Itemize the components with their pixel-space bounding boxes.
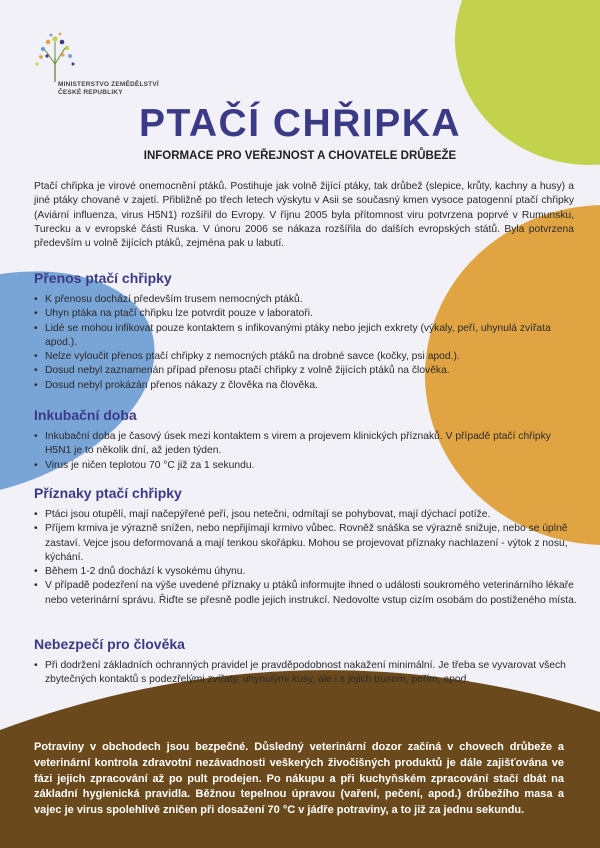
list-item: • Inkubační doba je časový úsek mezi kontaktem s virem a projevem klinických příznaků. V případě ptačí chřipky H5N1 je to několik dní, až jeden týden. — [34, 430, 579, 459]
list-item: • Uhyn ptáka na ptačí chřipku lze potvrdit pouze v laboratoři. — [34, 307, 579, 321]
list-item: • Dosud nebyl zaznamenán případ přenosu ptačí chřipky z volně žijících ptáků na člověka. — [34, 364, 579, 378]
section-list-human-risk — [34, 659, 579, 688]
list-item: • Dosud nebyl prokázán přenos nákazy z člověka na člověka. — [34, 379, 579, 393]
list-item: • Nelze vyloučit přenos ptačí chřipky z nemocných ptáků na drobné savce (kočky, psi apod.). — [34, 350, 579, 364]
section-list-transmission — [34, 293, 579, 393]
list-item: • Ptáci jsou otupělí, mají načepýřené peří, jsou netečni, odmítají se pohybovat, mají dýchací potíže. — [34, 508, 579, 522]
ministry-logo-icon — [33, 30, 93, 86]
list-item: • Při dodržení základních ochranných pravidel je pravděpodobnost nakažení minimální. Je třeba se vyvarovat všech zbytečných kontaktů s podezřelými zvířaty, uhynulými kusy, ale i s jejich trusem, peřím, apod. — [34, 659, 579, 688]
intro-paragraph: Ptačí chřipka je virové onemocnění ptáků. Postihuje jak volně žijící ptáky, tak drůbež (slepice, krůty, kachny a husy) a jiné ptáky chované v zajetí. Přibližně po třech letech výskytu v Asii se současný kmen vysoce patogenní ptačí chřipky (Aviární influenza, virus H5N1) rozšířil do Evropy. V říjnu 2005 byla přítomnost viru potvrzena poprvé v Rumunsku, Turecku a v evropské části Ruska. V únoru 2006 se nákaza rozšířila do dalších evropských států. Byla potvrzena především u volně žijících ptáků, zejména pak u labutí. — [34, 181, 574, 250]
section-heading-human-risk: Nebezpečí pro člověka — [34, 636, 185, 652]
ministry-name-line2: ČESKÉ REPUBLIKY — [58, 89, 123, 96]
page-title: PTAČÍ CHŘIPKA — [138, 102, 462, 145]
section-heading-transmission: Přenos ptačí chřipky — [34, 270, 172, 286]
section-heading-incubation: Inkubační doba — [34, 407, 137, 423]
list-item: • Příjem krmiva je výrazně snížen, nebo nepřijímají krmivo vůbec. Rovněž snáška se výrazně snižuje, nebo se úplně zastaví. Vejce jsou deformovaná a mají tenkou skořápku. Mohou se projevovat příznaky nachlazení - výtok z nosu, kýchání. — [34, 522, 579, 565]
list-item: • K přenosu dochází především trusem nemocných ptáků. — [34, 293, 579, 307]
footer-food-safety-note: Potraviny v obchodech jsou bezpečné. Důsledný veterinární dozor začíná v chovech drůbeže a veterinární kontrola zdravotní nezávadnosti veškerých živočišných produktů je dále zajišťována ve fázi jejich zpracování až po pult prodejen. Po nákupu a při kuchyňském zpracování stačí dbát na základní hygienická pravidla. Běžnou tepelnou úpravou (vaření, pečení, apod.) drůbežího masa a vajec je virus spolehlivě zničen při dosažení 70 °C v jádře potraviny, a to již za jednu sekundu. — [34, 741, 564, 817]
list-item: • Virus je ničen teplotou 70 °C již za 1 sekundu. — [34, 459, 579, 473]
ministry-name-line1: MINISTERSTVO ZEMĚDĚLSTVÍ — [58, 81, 159, 88]
section-list-symptoms — [34, 508, 579, 608]
list-item: • V případě podezření na výše uvedené příznaky u ptáků informujte ihned o události soukromého veterinárního lékaře nebo veterinární správu. Řiďte se přesně podle jejich instrukcí. Nedovolte vstup cizím osobám do postiženého místa. — [34, 579, 579, 608]
list-item: • Lidé se mohou infikovat pouze kontaktem s infikovanými ptáky nebo jejich exkrety (výkaly, peří, uhynulá zvířata apod.). — [34, 322, 579, 351]
page-subtitle: INFORMACE PRO VEŘEJNOST A CHOVATELE DRŮBEŽE — [143, 150, 457, 162]
section-heading-symptoms: Příznaky ptačí chřipky — [34, 485, 182, 501]
list-item: • Během 1-2 dnů dochází k vysokému úhynu. — [34, 565, 579, 579]
ministry-name — [58, 81, 159, 97]
section-list-incubation — [34, 430, 579, 473]
